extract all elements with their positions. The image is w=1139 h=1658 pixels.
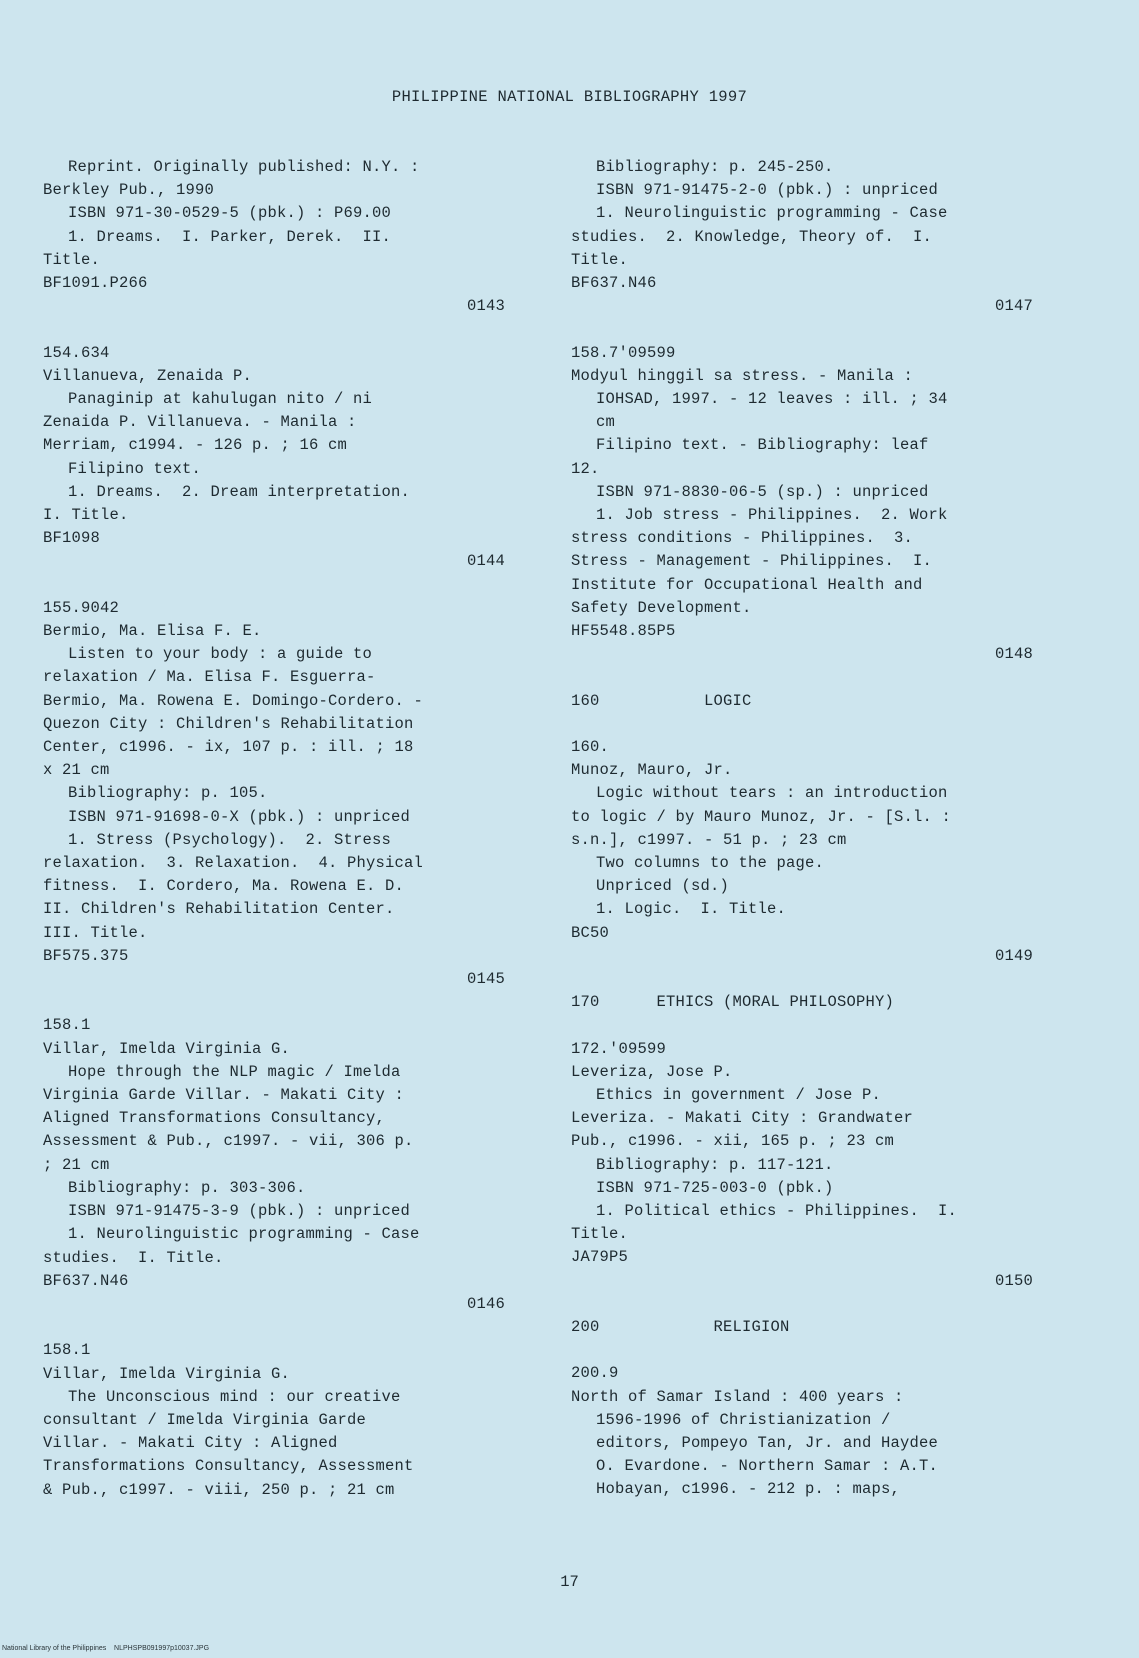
entry-line: to logic / by Mauro Munoz, Jr. - [S.l. : — [571, 807, 952, 826]
entry-line: 1. Logic. I. Title. — [596, 900, 787, 919]
entry-line: relaxation / Ma. Elisa F. Esguerra- — [43, 668, 376, 687]
entry-line: Bermio, Ma. Rowena E. Domingo-Cordero. - — [43, 691, 424, 710]
entry-line: ISBN 971-8830-06-5 (sp.) : unpriced — [596, 482, 929, 501]
entry-line: 1. Neurolinguistic programming - Case — [68, 1225, 420, 1244]
entry-line: Bibliography: p. 105. — [68, 784, 268, 803]
entry-line: fitness. I. Cordero, Ma. Rowena E. D. — [43, 877, 405, 896]
entry-line: Leveriza, Jose P. — [571, 1062, 733, 1081]
entry-line: cm — [596, 413, 616, 432]
entry-line: 1. Political ethics - Philippines. I. — [596, 1202, 958, 1221]
entry-line: Villar. - Makati City : Aligned — [43, 1434, 338, 1453]
entry-line: ; 21 cm — [43, 1155, 110, 1174]
entry-line: ISBN 971-725-003-0 (pbk.) — [596, 1178, 834, 1197]
entry-line: I. Title. — [43, 506, 129, 525]
entry-line: The Unconscious mind : our creative — [68, 1387, 401, 1406]
entry-line: Leveriza. - Makati City : Grandwater — [571, 1109, 914, 1128]
entry-line: studies. 2. Knowledge, Theory of. I. — [571, 227, 933, 246]
entry-line: Filipino text. — [68, 459, 202, 478]
line-spacer — [571, 713, 1041, 736]
entry-line: ISBN 971-91475-3-9 (pbk.) : unpriced — [68, 1202, 411, 1221]
entry-line: stress conditions - Philippines. 3. — [571, 529, 914, 548]
line-spacer — [571, 968, 1041, 991]
entry-line: Transformations Consultancy, Assessment — [43, 1457, 414, 1476]
right-column — [571, 156, 1041, 1502]
entry-line: & Pub., c1997. - viii, 250 p. ; 21 cm — [43, 1480, 395, 1499]
entry-line: Hobayan, c1996. - 212 p. : maps, — [596, 1480, 901, 1499]
entry-line: 1596-1996 of Christianization / — [596, 1410, 891, 1429]
entry-line: HF5548.85P5 — [571, 622, 676, 641]
line-spacer — [571, 1339, 1041, 1362]
entry-line: Panaginip at kahulugan nito / ni — [68, 390, 373, 409]
entry-line: BF637.N46 — [571, 274, 657, 293]
entry-line: 1. Dreams. 2. Dream interpretation. — [68, 482, 411, 501]
entry-line: Villar, Imelda Virginia G. — [43, 1364, 291, 1383]
entry-line: 1. Stress (Psychology). 2. Stress — [68, 830, 392, 849]
entry-line: studies. I. Title. — [43, 1248, 224, 1267]
entry-line: s.n.], c1997. - 51 p. ; 23 cm — [571, 830, 847, 849]
entry-line: 158.1 — [43, 1341, 91, 1360]
entry-line: Quezon City : Children's Rehabilitation — [43, 714, 414, 733]
entry-line: Villanueva, Zenaida P. — [43, 366, 253, 385]
section-heading: 160 LOGIC — [571, 691, 752, 710]
entry-line: Bermio, Ma. Elisa F. E. — [43, 622, 262, 641]
entry-number: 0143 — [466, 297, 505, 316]
entry-line: Two columns to the page. — [596, 854, 825, 873]
line-spacer — [571, 1293, 1041, 1316]
line-spacer — [571, 318, 1041, 341]
entry-number: 0149 — [994, 946, 1033, 965]
entry-line: editors, Pompeyo Tan, Jr. and Haydee — [596, 1434, 939, 1453]
entry-line: IOHSAD, 1997. - 12 leaves : ill. ; 34 — [596, 390, 948, 409]
entry-line: 1. Neurolinguistic programming - Case — [596, 204, 948, 223]
entry-number: 0146 — [466, 1294, 505, 1313]
section-heading: 200 RELIGION — [571, 1318, 790, 1337]
footer-credit: National Library of the Philippines NLPHSPB091997p10037.JPG — [2, 1645, 210, 1652]
entry-line: Safety Development. — [571, 598, 752, 617]
entry-line: Aligned Transformations Consultancy, — [43, 1109, 386, 1128]
entry-line: Center, c1996. - ix, 107 p. : ill. ; 18 — [43, 738, 414, 757]
entry-line: Zenaida P. Villanueva. - Manila : — [43, 413, 357, 432]
line-spacer — [571, 666, 1041, 689]
entry-line: ISBN 971-30-0529-5 (pbk.) : P69.00 — [68, 204, 392, 223]
entry-line: 12. — [571, 459, 600, 478]
page-number: 17 — [560, 1573, 579, 1591]
entry-line: Reprint. Originally published: N.Y. : — [68, 158, 420, 176]
entry-line: 158.1 — [43, 1016, 91, 1035]
entry-line: III. Title. — [43, 923, 148, 942]
entry-number: 0150 — [994, 1271, 1033, 1290]
line-spacer — [571, 1014, 1041, 1037]
entry-line: Munoz, Mauro, Jr. — [571, 761, 733, 780]
entry-line: Listen to your body : a guide to — [68, 645, 373, 664]
entry-line: Title. — [571, 1225, 629, 1244]
entry-number: 0148 — [994, 645, 1033, 664]
entry-line: ISBN 971-91475-2-0 (pbk.) : unpriced — [596, 181, 939, 200]
entry-line: Pub., c1996. - xii, 165 p. ; 23 cm — [571, 1132, 895, 1151]
entry-line: Assessment & Pub., c1997. - vii, 306 p. — [43, 1132, 414, 1151]
left-column — [43, 156, 513, 1502]
entry-line: 160. — [571, 738, 610, 757]
entry-line: Bibliography: p. 245-250. — [596, 158, 834, 176]
entry-line: relaxation. 3. Relaxation. 4. Physical — [43, 854, 424, 873]
page-header: PHILIPPINE NATIONAL BIBLIOGRAPHY 1997 — [391, 88, 748, 106]
entry-line: Ethics in government / Jose P. — [596, 1086, 882, 1105]
entry-line: Bibliography: p. 303-306. — [68, 1178, 306, 1197]
entry-line: Bibliography: p. 117-121. — [596, 1155, 834, 1174]
entry-line: Unpriced (sd.) — [596, 877, 730, 896]
line-spacer — [43, 574, 513, 597]
entry-line: 1. Dreams. I. Parker, Derek. II. — [68, 227, 392, 246]
entry-line: Modyul hinggil sa stress. - Manila : — [571, 366, 914, 385]
entry-line: 172.'09599 — [571, 1039, 667, 1058]
entry-line: II. Children's Rehabilitation Center. — [43, 900, 395, 919]
entry-line: Logic without tears : an introduction — [596, 784, 948, 803]
entry-line: JA79P5 — [571, 1248, 629, 1267]
entry-line: Merriam, c1994. - 126 p. ; 16 cm — [43, 436, 348, 455]
line-spacer — [43, 991, 513, 1014]
entry-number: 0145 — [466, 970, 505, 989]
line-spacer — [43, 318, 513, 341]
entry-line: Title. — [43, 250, 101, 269]
line-spacer — [43, 1316, 513, 1339]
entry-line: Virginia Garde Villar. - Makati City : — [43, 1086, 405, 1105]
entry-line: 200.9 — [571, 1364, 619, 1383]
entry-line: North of Samar Island : 400 years : — [571, 1387, 904, 1406]
entry-line: 154.634 — [43, 343, 110, 362]
entry-line: Institute for Occupational Health and — [571, 575, 923, 594]
entry-line: BC50 — [571, 923, 610, 942]
entry-line: Stress - Management - Philippines. I. — [571, 552, 933, 571]
entry-line: Hope through the NLP magic / Imelda — [68, 1062, 401, 1081]
entry-line: x 21 cm — [43, 761, 110, 780]
section-heading: 170 ETHICS (MORAL PHILOSOPHY) — [571, 993, 895, 1012]
entry-line: ISBN 971-91698-0-X (pbk.) : unpriced — [68, 807, 411, 826]
entry-line: Title. — [571, 250, 629, 269]
entry-line: 158.7'09599 — [571, 343, 676, 362]
entry-number: 0147 — [994, 297, 1033, 316]
entry-line: consultant / Imelda Virginia Garde — [43, 1410, 367, 1429]
entry-number: 0144 — [466, 552, 505, 571]
entry-line: O. Evardone. - Northern Samar : A.T. — [596, 1457, 939, 1476]
entry-line: Filipino text. - Bibliography: leaf — [596, 436, 929, 455]
entry-line: 1. Job stress - Philippines. 2. Work — [596, 506, 948, 525]
entry-line: Villar, Imelda Virginia G. — [43, 1039, 291, 1058]
entry-line: 155.9042 — [43, 598, 120, 617]
entry-line: Berkley Pub., 1990 — [43, 181, 215, 200]
entry-line: BF575.375 — [43, 946, 129, 965]
entry-line: BF1091.P266 — [43, 274, 148, 293]
entry-line: BF637.N46 — [43, 1271, 129, 1290]
entry-line: BF1098 — [43, 529, 101, 548]
